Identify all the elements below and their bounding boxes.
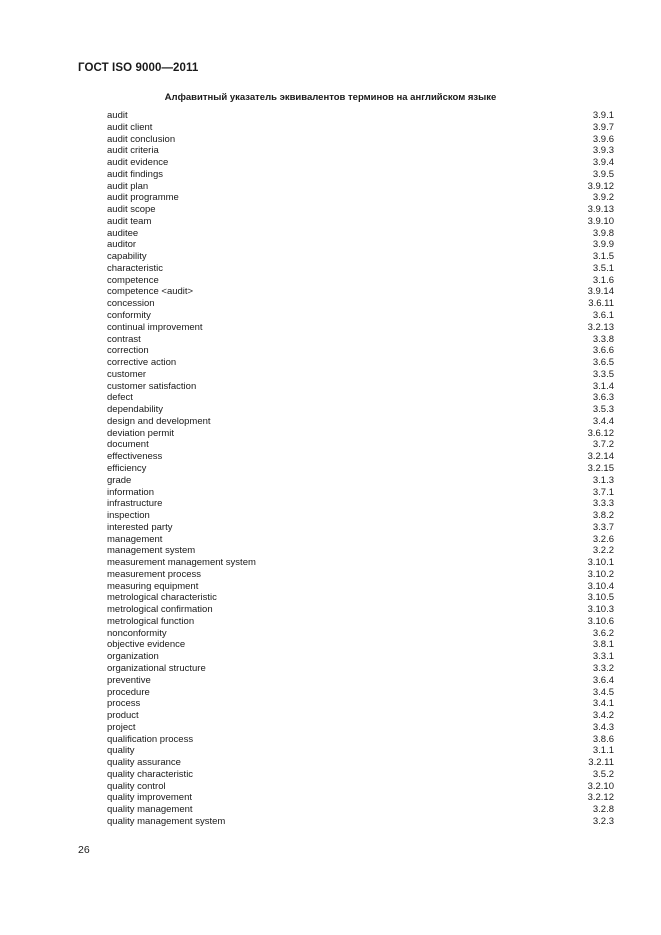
index-entry xyxy=(107,710,614,722)
index-entry xyxy=(107,122,614,134)
index-entry xyxy=(107,522,614,534)
index-term: audit team xyxy=(107,215,152,227)
index-term: competence <audit> xyxy=(107,286,194,298)
index-reference: 3.10.1 xyxy=(587,557,614,569)
index-reference: 3.6.11 xyxy=(588,298,614,310)
index-reference: 3.1.5 xyxy=(592,251,614,263)
index-reference: 3.9.8 xyxy=(592,227,614,239)
index-term: management system xyxy=(107,545,196,557)
index-term: audit scope xyxy=(107,204,156,216)
index-term: organization xyxy=(107,651,159,663)
index-entry xyxy=(107,216,614,228)
index-term: preventive xyxy=(107,674,151,686)
index-term: deviation permit xyxy=(107,427,175,439)
index-entry xyxy=(107,581,614,593)
index-entry xyxy=(107,404,614,416)
index-reference: 3.5.2 xyxy=(592,768,614,780)
index-term: information xyxy=(107,486,154,498)
index-term: interested party xyxy=(107,521,173,533)
index-term: contrast xyxy=(107,333,141,345)
index-reference: 3.3.7 xyxy=(592,521,614,533)
index-reference: 3.1.6 xyxy=(592,274,614,286)
index-entry xyxy=(107,251,614,263)
index-reference: 3.1.3 xyxy=(592,474,614,486)
index-entry xyxy=(107,322,614,334)
index-reference: 3.9.10 xyxy=(587,215,614,227)
index-entry xyxy=(107,463,614,475)
index-reference: 3.9.7 xyxy=(592,121,614,133)
index-reference: 3.5.1 xyxy=(592,262,614,274)
index-reference: 3.9.2 xyxy=(592,192,614,204)
index-entry xyxy=(107,134,614,146)
index-reference: 3.9.5 xyxy=(592,168,614,180)
index-reference: 3.2.14 xyxy=(587,451,614,463)
index-entry xyxy=(107,604,614,616)
index-entry xyxy=(107,592,614,604)
index-title: Алфавитный указатель эквивалентов терминов на английском языке xyxy=(164,92,497,103)
index-entry xyxy=(107,510,614,522)
index-term: project xyxy=(107,721,136,733)
index-entry xyxy=(107,816,614,828)
index-reference: 3.10.5 xyxy=(587,592,614,604)
index-term: measuring equipment xyxy=(107,580,199,592)
index-entry xyxy=(107,357,614,369)
index-term: measurement management system xyxy=(107,557,256,569)
index-entry xyxy=(107,675,614,687)
index-term: competence xyxy=(107,274,159,286)
index-term: product xyxy=(107,710,139,722)
index-entry xyxy=(107,145,614,157)
index-reference: 3.8.6 xyxy=(592,733,614,745)
index-term: customer xyxy=(107,368,147,380)
index-entry xyxy=(107,475,614,487)
index-entry xyxy=(107,628,614,640)
index-entry xyxy=(107,639,614,651)
index-term: nonconformity xyxy=(107,627,167,639)
index-reference: 3.2.2 xyxy=(592,545,614,557)
index-term: dependability xyxy=(107,404,163,416)
index-term: audit client xyxy=(107,121,153,133)
index-reference: 3.9.4 xyxy=(592,157,614,169)
index-entry xyxy=(107,781,614,793)
index-entry xyxy=(107,534,614,546)
index-term: quality assurance xyxy=(107,757,181,769)
index-entry xyxy=(107,228,614,240)
index-entry xyxy=(107,687,614,699)
index-entry xyxy=(107,663,614,675)
index-reference: 3.3.8 xyxy=(592,333,614,345)
index-entry xyxy=(107,181,614,193)
index-reference: 3.9.3 xyxy=(592,145,614,157)
index-reference: 3.6.3 xyxy=(592,392,614,404)
index-entry xyxy=(107,345,614,357)
index-term: metrological confirmation xyxy=(107,604,213,616)
index-term: conformity xyxy=(107,310,151,322)
index-term: audit evidence xyxy=(107,157,169,169)
index-term: characteristic xyxy=(107,262,163,274)
index-term: inspection xyxy=(107,510,150,522)
index-term: measurement process xyxy=(107,568,201,580)
index-term: quality xyxy=(107,745,135,757)
index-term: qualification process xyxy=(107,733,194,745)
index-entry xyxy=(107,487,614,499)
index-term: procedure xyxy=(107,686,150,698)
index-entry xyxy=(107,334,614,346)
index-entry xyxy=(107,275,614,287)
index-reference: 3.3.3 xyxy=(592,498,614,510)
index-entry xyxy=(107,381,614,393)
index-reference: 3.2.3 xyxy=(592,815,614,827)
index-term: grade xyxy=(107,474,132,486)
index-reference: 3.8.2 xyxy=(592,510,614,522)
index-reference: 3.4.2 xyxy=(592,710,614,722)
index-entry xyxy=(107,769,614,781)
index-entry xyxy=(107,310,614,322)
index-term: customer satisfaction xyxy=(107,380,197,392)
index-term: quality management system xyxy=(107,815,226,827)
index-term: audit plan xyxy=(107,180,149,192)
index-term: management xyxy=(107,533,163,545)
index-entry xyxy=(107,428,614,440)
index-reference: 3.6.6 xyxy=(592,345,614,357)
index-entry xyxy=(107,192,614,204)
index-reference: 3.7.1 xyxy=(592,486,614,498)
index-term: auditee xyxy=(107,227,139,239)
index-entry xyxy=(107,804,614,816)
index-reference: 3.9.14 xyxy=(587,286,614,298)
index-term: audit findings xyxy=(107,168,163,180)
index-entry xyxy=(107,757,614,769)
index-term: process xyxy=(107,698,141,710)
index-reference: 3.2.6 xyxy=(592,533,614,545)
index-entry xyxy=(107,651,614,663)
index-reference: 3.8.1 xyxy=(592,639,614,651)
index-term: metrological characteristic xyxy=(107,592,217,604)
index-entry xyxy=(107,698,614,710)
index-term: correction xyxy=(107,345,149,357)
index-term: objective evidence xyxy=(107,639,186,651)
index-entry xyxy=(107,169,614,181)
index-reference: 3.9.9 xyxy=(592,239,614,251)
page-number: 26 xyxy=(78,844,90,856)
index-entry xyxy=(107,369,614,381)
index-entry xyxy=(107,734,614,746)
index-reference: 3.4.4 xyxy=(592,415,614,427)
index-reference: 3.3.5 xyxy=(592,368,614,380)
index-entry xyxy=(107,239,614,251)
index-entry xyxy=(107,616,614,628)
index-entry xyxy=(107,451,614,463)
index-reference: 3.2.13 xyxy=(587,321,614,333)
index-reference: 3.2.10 xyxy=(587,780,614,792)
index-entry xyxy=(107,286,614,298)
index-reference: 3.2.15 xyxy=(587,462,614,474)
index-reference: 3.1.4 xyxy=(592,380,614,392)
index-reference: 3.3.1 xyxy=(592,651,614,663)
index-reference: 3.10.4 xyxy=(587,580,614,592)
index-term: continual improvement xyxy=(107,321,203,333)
index-entry xyxy=(107,392,614,404)
index-term: concession xyxy=(107,298,155,310)
index-term: quality control xyxy=(107,780,166,792)
index-reference: 3.10.3 xyxy=(587,604,614,616)
index-entry xyxy=(107,204,614,216)
index-reference: 3.5.3 xyxy=(592,404,614,416)
index-term: defect xyxy=(107,392,133,404)
index-term: efficiency xyxy=(107,462,147,474)
index-entry xyxy=(107,110,614,122)
index-entry xyxy=(107,416,614,428)
index-term: corrective action xyxy=(107,357,177,369)
index-entry xyxy=(107,569,614,581)
index-reference: 3.9.1 xyxy=(592,110,614,121)
index-reference: 3.3.2 xyxy=(592,662,614,674)
index-reference: 3.4.3 xyxy=(592,721,614,733)
index-entry xyxy=(107,498,614,510)
index-term: audit criteria xyxy=(107,145,159,157)
index-term: capability xyxy=(107,251,147,263)
index-entry xyxy=(107,557,614,569)
index-term: audit programme xyxy=(107,192,179,204)
index-reference: 3.10.6 xyxy=(587,615,614,627)
index-term: organizational structure xyxy=(107,662,206,674)
index-reference: 3.1.1 xyxy=(592,745,614,757)
index-entry xyxy=(107,439,614,451)
index-term: quality improvement xyxy=(107,792,193,804)
index-reference: 3.2.8 xyxy=(592,804,614,816)
index-reference: 3.6.4 xyxy=(592,674,614,686)
index-entry xyxy=(107,298,614,310)
index-reference: 3.6.2 xyxy=(592,627,614,639)
index-entry xyxy=(107,792,614,804)
index-reference: 3.2.11 xyxy=(588,757,614,769)
document-code-header: ГОСТ ISO 9000—2011 xyxy=(78,62,199,74)
index-term: effectiveness xyxy=(107,451,163,463)
index-entry xyxy=(107,722,614,734)
index-reference: 3.6.5 xyxy=(592,357,614,369)
index-reference: 3.9.12 xyxy=(587,180,614,192)
index-term: auditor xyxy=(107,239,137,251)
index-term: audit xyxy=(107,110,128,121)
index-entry xyxy=(107,745,614,757)
index-reference: 3.4.1 xyxy=(592,698,614,710)
term-index-list xyxy=(107,110,614,828)
index-entry xyxy=(107,263,614,275)
index-entry xyxy=(107,545,614,557)
index-term: metrological function xyxy=(107,615,195,627)
index-entry xyxy=(107,157,614,169)
index-reference: 3.10.2 xyxy=(587,568,614,580)
index-reference: 3.9.13 xyxy=(587,204,614,216)
index-reference: 3.9.6 xyxy=(592,133,614,145)
index-term: quality management xyxy=(107,804,193,816)
index-term: document xyxy=(107,439,149,451)
index-term: audit conclusion xyxy=(107,133,176,145)
index-reference: 3.4.5 xyxy=(592,686,614,698)
index-reference: 3.7.2 xyxy=(592,439,614,451)
index-reference: 3.6.1 xyxy=(592,310,614,322)
index-term: design and development xyxy=(107,415,211,427)
index-reference: 3.6.12 xyxy=(587,427,614,439)
index-reference: 3.2.12 xyxy=(587,792,614,804)
index-term: quality characteristic xyxy=(107,768,194,780)
index-term: infrastructure xyxy=(107,498,163,510)
